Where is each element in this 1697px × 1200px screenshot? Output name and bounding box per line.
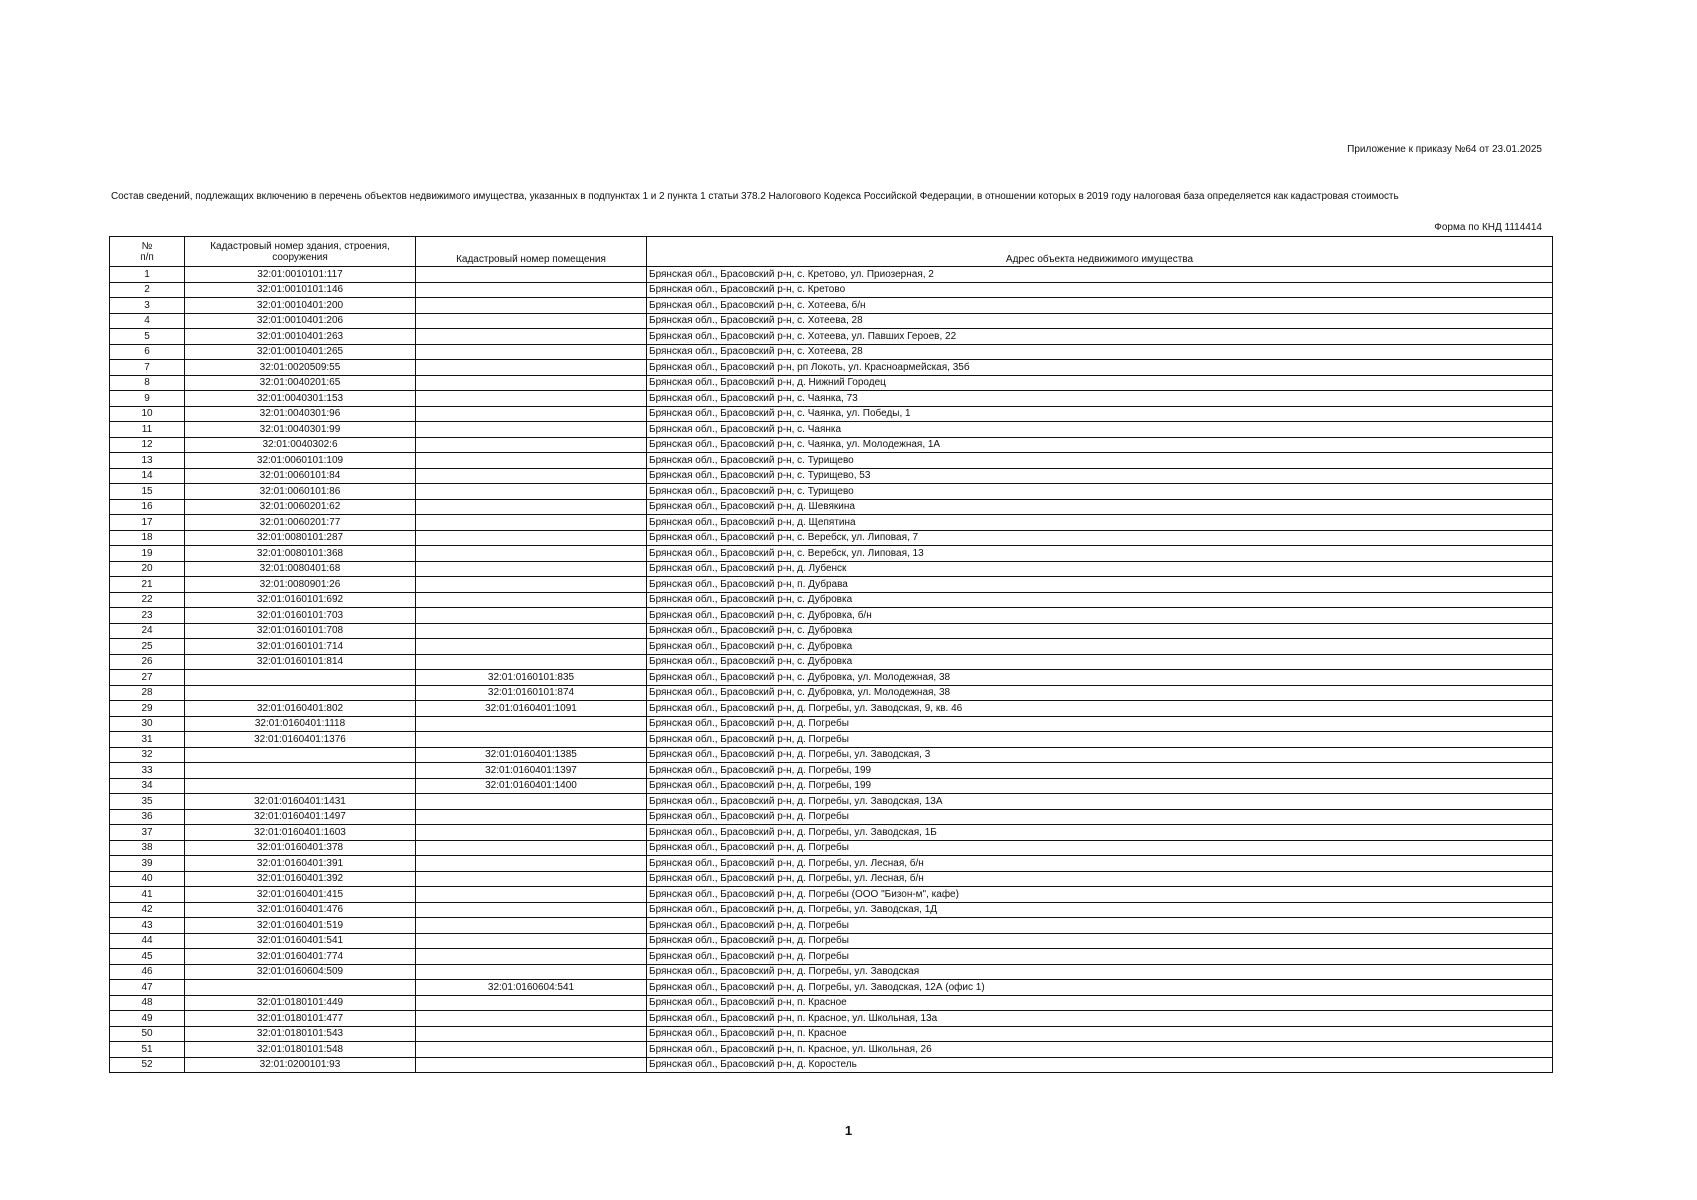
cell-premise-cadastral	[416, 391, 647, 407]
cell-building-cadastral: 32:01:0010101:146	[185, 282, 416, 298]
cell-number: 40	[110, 871, 185, 887]
cell-premise-cadastral: 32:01:0160101:874	[416, 685, 647, 701]
table-row	[110, 329, 1553, 345]
cell-address: Брянская обл., Брасовский р-н, с. Чаянка, 73	[647, 391, 1553, 407]
column-header-number-line1: №	[141, 240, 153, 252]
cell-premise-cadastral	[416, 716, 647, 732]
cell-number: 12	[110, 437, 185, 453]
table-row	[110, 980, 1553, 996]
cell-address: Брянская обл., Брасовский р-н, с. Кретово, ул. Приозерная, 2	[647, 267, 1553, 283]
cell-building-cadastral: 32:01:0160101:692	[185, 592, 416, 608]
page-number: 1	[844, 1123, 853, 1138]
cell-premise-cadastral	[416, 499, 647, 515]
cell-premise-cadastral	[416, 267, 647, 283]
cell-address: Брянская обл., Брасовский р-н, п. Красное, ул. Школьная, 26	[647, 1042, 1553, 1058]
cell-address: Брянская обл., Брасовский р-н, с. Чаянка, ул. Победы, 1	[647, 406, 1553, 422]
cell-address: Брянская обл., Брасовский р-н, д. Погребы, ул. Лесная, б/н	[647, 871, 1553, 887]
cell-address: Брянская обл., Брасовский р-н, п. Красное, ул. Школьная, 13а	[647, 1011, 1553, 1027]
cell-building-cadastral: 32:01:0010401:206	[185, 313, 416, 329]
table-row	[110, 623, 1553, 639]
cell-number: 41	[110, 887, 185, 903]
table-row	[110, 964, 1553, 980]
cell-address: Брянская обл., Брасовский р-н, д. Погребы, ул. Заводская, 3	[647, 747, 1553, 763]
cell-number: 25	[110, 639, 185, 655]
cell-premise-cadastral	[416, 608, 647, 624]
cell-premise-cadastral	[416, 1057, 647, 1073]
cell-building-cadastral: 32:01:0160401:802	[185, 701, 416, 717]
cell-number: 49	[110, 1011, 185, 1027]
cell-building-cadastral	[185, 747, 416, 763]
cell-number: 42	[110, 902, 185, 918]
cell-building-cadastral: 32:01:0060101:109	[185, 453, 416, 469]
cell-building-cadastral	[185, 670, 416, 686]
cell-address: Брянская обл., Брасовский р-н, с. Дубровка	[647, 623, 1553, 639]
cell-number: 22	[110, 592, 185, 608]
cell-number: 18	[110, 530, 185, 546]
cell-number: 3	[110, 298, 185, 314]
cell-building-cadastral: 32:01:0060101:84	[185, 468, 416, 484]
cell-building-cadastral	[185, 685, 416, 701]
cell-premise-cadastral	[416, 995, 647, 1011]
table-row	[110, 577, 1553, 593]
cell-building-cadastral: 32:01:0160401:378	[185, 840, 416, 856]
cell-address: Брянская обл., Брасовский р-н, д. Погребы, ул. Заводская, 12А (офис 1)	[647, 980, 1553, 996]
cell-number: 9	[110, 391, 185, 407]
table-row	[110, 313, 1553, 329]
table-row	[110, 701, 1553, 717]
cell-address: Брянская обл., Брасовский р-н, с. Дубровка	[647, 654, 1553, 670]
table-row	[110, 995, 1553, 1011]
cell-number: 28	[110, 685, 185, 701]
column-header-premise: Кадастровый номер помещения	[416, 237, 647, 267]
cell-building-cadastral: 32:01:0180101:477	[185, 1011, 416, 1027]
cell-building-cadastral: 32:01:0160401:774	[185, 949, 416, 965]
cell-premise-cadastral	[416, 515, 647, 531]
cell-number: 6	[110, 344, 185, 360]
cell-premise-cadastral	[416, 809, 647, 825]
table-row	[110, 763, 1553, 779]
cell-building-cadastral: 32:01:0040301:96	[185, 406, 416, 422]
cell-address: Брянская обл., Брасовский р-н, д. Погребы, ул. Заводская, 13А	[647, 794, 1553, 810]
table-row	[110, 1042, 1553, 1058]
cell-address: Брянская обл., Брасовский р-н, с. Дубровка, ул. Молодежная, 38	[647, 685, 1553, 701]
cell-premise-cadastral	[416, 840, 647, 856]
table-row	[110, 530, 1553, 546]
cell-premise-cadastral	[416, 530, 647, 546]
cell-address: Брянская обл., Брасовский р-н, д. Шевякина	[647, 499, 1553, 515]
cell-premise-cadastral	[416, 871, 647, 887]
cell-building-cadastral: 32:01:0160401:415	[185, 887, 416, 903]
table-row	[110, 871, 1553, 887]
cell-building-cadastral: 32:01:0040302:6	[185, 437, 416, 453]
table-row	[110, 499, 1553, 515]
cell-address: Брянская обл., Брасовский р-н, д. Погребы, ул. Заводская	[647, 964, 1553, 980]
cell-premise-cadastral	[416, 437, 647, 453]
cell-number: 46	[110, 964, 185, 980]
table-row	[110, 1011, 1553, 1027]
table-row	[110, 422, 1553, 438]
cell-premise-cadastral	[416, 422, 647, 438]
cell-building-cadastral: 32:01:0040301:99	[185, 422, 416, 438]
cell-address: Брянская обл., Брасовский р-н, с. Чаянка, ул. Молодежная, 1А	[647, 437, 1553, 453]
cell-building-cadastral: 32:01:0160401:1376	[185, 732, 416, 748]
cell-number: 48	[110, 995, 185, 1011]
table-row	[110, 732, 1553, 748]
cell-premise-cadastral	[416, 329, 647, 345]
cell-number: 2	[110, 282, 185, 298]
table-row	[110, 685, 1553, 701]
cell-number: 20	[110, 561, 185, 577]
cell-number: 16	[110, 499, 185, 515]
cell-building-cadastral: 32:01:0160401:1118	[185, 716, 416, 732]
cell-number: 51	[110, 1042, 185, 1058]
cell-number: 27	[110, 670, 185, 686]
cell-number: 5	[110, 329, 185, 345]
cell-premise-cadastral: 32:01:0160101:835	[416, 670, 647, 686]
table-row	[110, 453, 1553, 469]
cell-premise-cadastral	[416, 344, 647, 360]
cell-building-cadastral	[185, 778, 416, 794]
cell-premise-cadastral	[416, 375, 647, 391]
cell-building-cadastral: 32:01:0160101:814	[185, 654, 416, 670]
cell-address: Брянская обл., Брасовский р-н, с. Веребск, ул. Липовая, 13	[647, 546, 1553, 562]
table-row	[110, 840, 1553, 856]
column-header-building	[185, 237, 416, 267]
cell-premise-cadastral: 32:01:0160401:1397	[416, 763, 647, 779]
cell-address: Брянская обл., Брасовский р-н, п. Красное	[647, 1026, 1553, 1042]
table-row	[110, 282, 1553, 298]
cell-number: 50	[110, 1026, 185, 1042]
cell-building-cadastral: 32:01:0160401:476	[185, 902, 416, 918]
cell-number: 15	[110, 484, 185, 500]
cell-premise-cadastral	[416, 918, 647, 934]
table-row	[110, 639, 1553, 655]
table-row	[110, 546, 1553, 562]
cell-premise-cadastral	[416, 654, 647, 670]
cell-address: Брянская обл., Брасовский р-н, с. Хотеева, ул. Павших Героев, 22	[647, 329, 1553, 345]
cell-premise-cadastral	[416, 561, 647, 577]
column-header-address: Адрес объекта недвижимого имущества	[647, 237, 1553, 267]
cell-premise-cadastral: 32:01:0160604:541	[416, 980, 647, 996]
column-header-number-line2: п/п	[140, 251, 154, 263]
cell-number: 21	[110, 577, 185, 593]
table-row	[110, 267, 1553, 283]
property-register-table	[109, 236, 1553, 1073]
table-row	[110, 794, 1553, 810]
cell-premise-cadastral	[416, 360, 647, 376]
table-row	[110, 933, 1553, 949]
cell-address: Брянская обл., Брасовский р-н, с. Турищево, 53	[647, 468, 1553, 484]
table-header-row	[110, 237, 1553, 267]
cell-premise-cadastral	[416, 1026, 647, 1042]
table-row	[110, 778, 1553, 794]
cell-building-cadastral: 32:01:0010401:200	[185, 298, 416, 314]
cell-number: 19	[110, 546, 185, 562]
table-body	[110, 267, 1553, 1073]
cell-address: Брянская обл., Брасовский р-н, д. Погребы	[647, 809, 1553, 825]
cell-building-cadastral: 32:01:0180101:449	[185, 995, 416, 1011]
cell-address: Брянская обл., Брасовский р-н, д. Погребы, 199	[647, 778, 1553, 794]
cell-building-cadastral: 32:01:0060101:86	[185, 484, 416, 500]
table-row	[110, 670, 1553, 686]
cell-premise-cadastral	[416, 933, 647, 949]
cell-building-cadastral: 32:01:0160401:541	[185, 933, 416, 949]
cell-premise-cadastral	[416, 546, 647, 562]
cell-number: 26	[110, 654, 185, 670]
cell-building-cadastral	[185, 980, 416, 996]
cell-building-cadastral: 32:01:0160401:1603	[185, 825, 416, 841]
cell-premise-cadastral	[416, 298, 647, 314]
table-row	[110, 856, 1553, 872]
cell-premise-cadastral	[416, 856, 647, 872]
table-row	[110, 825, 1553, 841]
cell-building-cadastral: 32:01:0020509:55	[185, 360, 416, 376]
cell-number: 23	[110, 608, 185, 624]
cell-building-cadastral: 32:01:0160604:509	[185, 964, 416, 980]
cell-building-cadastral: 32:01:0160401:392	[185, 871, 416, 887]
cell-building-cadastral: 32:01:0160101:703	[185, 608, 416, 624]
cell-address: Брянская обл., Брасовский р-н, с. Хотеева, 28	[647, 313, 1553, 329]
table-row	[110, 375, 1553, 391]
cell-number: 14	[110, 468, 185, 484]
cell-premise-cadastral: 32:01:0160401:1091	[416, 701, 647, 717]
cell-address: Брянская обл., Брасовский р-н, с. Хотеева, б/н	[647, 298, 1553, 314]
cell-address: Брянская обл., Брасовский р-н, д. Погребы	[647, 918, 1553, 934]
cell-number: 1	[110, 267, 185, 283]
table-row	[110, 406, 1553, 422]
table-row	[110, 747, 1553, 763]
cell-address: Брянская обл., Брасовский р-н, д. Погребы, ул. Заводская, 9, кв. 46	[647, 701, 1553, 717]
cell-address: Брянская обл., Брасовский р-н, д. Погребы, ул. Заводская, 1Д	[647, 902, 1553, 918]
table-row	[110, 1057, 1553, 1073]
cell-building-cadastral: 32:01:0160401:1431	[185, 794, 416, 810]
cell-address: Брянская обл., Брасовский р-н, с. Веребск, ул. Липовая, 7	[647, 530, 1553, 546]
cell-number: 43	[110, 918, 185, 934]
cell-building-cadastral: 32:01:0180101:543	[185, 1026, 416, 1042]
cell-number: 29	[110, 701, 185, 717]
cell-address: Брянская обл., Брасовский р-н, с. Турищево	[647, 453, 1553, 469]
cell-building-cadastral: 32:01:0040301:153	[185, 391, 416, 407]
table-row	[110, 716, 1553, 732]
cell-building-cadastral: 32:01:0080901:26	[185, 577, 416, 593]
cell-building-cadastral: 32:01:0160401:1497	[185, 809, 416, 825]
cell-premise-cadastral	[416, 468, 647, 484]
cell-premise-cadastral	[416, 794, 647, 810]
cell-building-cadastral: 32:01:0040201:65	[185, 375, 416, 391]
table-row	[110, 592, 1553, 608]
cell-building-cadastral: 32:01:0060201:62	[185, 499, 416, 515]
table-row	[110, 298, 1553, 314]
cell-number: 44	[110, 933, 185, 949]
cell-address: Брянская обл., Брасовский р-н, рп Локоть, ул. Красноармейская, 35б	[647, 360, 1553, 376]
cell-premise-cadastral	[416, 1042, 647, 1058]
cell-number: 33	[110, 763, 185, 779]
cell-address: Брянская обл., Брасовский р-н, с. Чаянка	[647, 422, 1553, 438]
cell-address: Брянская обл., Брасовский р-н, д. Погребы, ул. Заводская, 1Б	[647, 825, 1553, 841]
table-row	[110, 391, 1553, 407]
cell-number: 17	[110, 515, 185, 531]
cell-number: 13	[110, 453, 185, 469]
cell-building-cadastral: 32:01:0160401:519	[185, 918, 416, 934]
cell-number: 31	[110, 732, 185, 748]
cell-building-cadastral: 32:01:0080401:68	[185, 561, 416, 577]
cell-number: 36	[110, 809, 185, 825]
cell-number: 7	[110, 360, 185, 376]
cell-building-cadastral: 32:01:0200101:93	[185, 1057, 416, 1073]
cell-address: Брянская обл., Брасовский р-н, с. Турищево	[647, 484, 1553, 500]
cell-number: 37	[110, 825, 185, 841]
column-header-building-line1: Кадастровый номер здания, строения,	[210, 240, 390, 252]
cell-number: 45	[110, 949, 185, 965]
cell-premise-cadastral	[416, 592, 647, 608]
table-row	[110, 344, 1553, 360]
cell-number: 24	[110, 623, 185, 639]
cell-building-cadastral: 32:01:0010401:263	[185, 329, 416, 345]
cell-premise-cadastral	[416, 825, 647, 841]
cell-building-cadastral: 32:01:0080101:287	[185, 530, 416, 546]
cell-address: Брянская обл., Брасовский р-н, с. Дубровка, б/н	[647, 608, 1553, 624]
cell-premise-cadastral	[416, 453, 647, 469]
table-row	[110, 608, 1553, 624]
table-row	[110, 1026, 1553, 1042]
cell-address: Брянская обл., Брасовский р-н, с. Кретово	[647, 282, 1553, 298]
cell-premise-cadastral	[416, 949, 647, 965]
cell-address: Брянская обл., Брасовский р-н, д. Нижний Городец	[647, 375, 1553, 391]
cell-premise-cadastral	[416, 639, 647, 655]
cell-address: Брянская обл., Брасовский р-н, д. Погребы	[647, 949, 1553, 965]
table-row	[110, 360, 1553, 376]
cell-number: 47	[110, 980, 185, 996]
cell-address: Брянская обл., Брасовский р-н, д. Лубенск	[647, 561, 1553, 577]
form-code: Форма по КНД 1114414	[1434, 222, 1542, 233]
cell-address: Брянская обл., Брасовский р-н, д. Щепятина	[647, 515, 1553, 531]
cell-number: 10	[110, 406, 185, 422]
cell-address: Брянская обл., Брасовский р-н, д. Погребы	[647, 933, 1553, 949]
cell-number: 4	[110, 313, 185, 329]
column-header-number	[110, 237, 185, 267]
table-row	[110, 949, 1553, 965]
cell-address: Брянская обл., Брасовский р-н, д. Погребы, ул. Лесная, б/н	[647, 856, 1553, 872]
cell-building-cadastral	[185, 763, 416, 779]
table-row	[110, 887, 1553, 903]
document-title: Состав сведений, подлежащих включению в перечень объектов недвижимого имущества, указанных в подпунктах 1 и 2 пункта 1 статьи 378.2 Налогового Кодекса Российской Федерации, в отношении которых в 2019 году налоговая база определяется как кадастровая стоимость	[111, 191, 1399, 202]
cell-building-cadastral: 32:01:0160401:391	[185, 856, 416, 872]
cell-building-cadastral: 32:01:0160101:708	[185, 623, 416, 639]
cell-address: Брянская обл., Брасовский р-н, д. Погребы	[647, 732, 1553, 748]
cell-address: Брянская обл., Брасовский р-н, д. Погребы (ООО "Бизон-м", кафе)	[647, 887, 1553, 903]
cell-premise-cadastral	[416, 902, 647, 918]
appendix-note: Приложение к приказу №64 от 23.01.2025	[1347, 144, 1542, 155]
cell-address: Брянская обл., Брасовский р-н, д. Погребы	[647, 840, 1553, 856]
cell-premise-cadastral	[416, 732, 647, 748]
cell-premise-cadastral: 32:01:0160401:1400	[416, 778, 647, 794]
cell-address: Брянская обл., Брасовский р-н, с. Дубровка	[647, 592, 1553, 608]
cell-number: 39	[110, 856, 185, 872]
cell-premise-cadastral	[416, 964, 647, 980]
cell-number: 8	[110, 375, 185, 391]
cell-premise-cadastral	[416, 282, 647, 298]
cell-address: Брянская обл., Брасовский р-н, п. Красное	[647, 995, 1553, 1011]
cell-premise-cadastral	[416, 887, 647, 903]
cell-number: 34	[110, 778, 185, 794]
cell-address: Брянская обл., Брасовский р-н, с. Дубровка	[647, 639, 1553, 655]
cell-address: Брянская обл., Брасовский р-н, п. Дубрава	[647, 577, 1553, 593]
cell-number: 11	[110, 422, 185, 438]
cell-building-cadastral: 32:01:0010401:265	[185, 344, 416, 360]
table-row	[110, 515, 1553, 531]
cell-premise-cadastral	[416, 1011, 647, 1027]
cell-premise-cadastral: 32:01:0160401:1385	[416, 747, 647, 763]
cell-premise-cadastral	[416, 406, 647, 422]
cell-number: 38	[110, 840, 185, 856]
column-header-building-line2: сооружения	[272, 251, 328, 263]
cell-number: 52	[110, 1057, 185, 1073]
table-row	[110, 809, 1553, 825]
cell-premise-cadastral	[416, 623, 647, 639]
table-row	[110, 468, 1553, 484]
cell-address: Брянская обл., Брасовский р-н, д. Погребы	[647, 716, 1553, 732]
cell-building-cadastral: 32:01:0060201:77	[185, 515, 416, 531]
cell-address: Брянская обл., Брасовский р-н, с. Хотеева, 28	[647, 344, 1553, 360]
cell-building-cadastral: 32:01:0080101:368	[185, 546, 416, 562]
table-row	[110, 484, 1553, 500]
table-row	[110, 902, 1553, 918]
cell-number: 30	[110, 716, 185, 732]
table-row	[110, 918, 1553, 934]
table-row	[110, 437, 1553, 453]
cell-address: Брянская обл., Брасовский р-н, с. Дубровка, ул. Молодежная, 38	[647, 670, 1553, 686]
cell-building-cadastral: 32:01:0010101:117	[185, 267, 416, 283]
cell-premise-cadastral	[416, 577, 647, 593]
cell-number: 35	[110, 794, 185, 810]
cell-premise-cadastral	[416, 313, 647, 329]
table-row	[110, 561, 1553, 577]
cell-address: Брянская обл., Брасовский р-н, д. Погребы, 199	[647, 763, 1553, 779]
cell-number: 32	[110, 747, 185, 763]
table-row	[110, 654, 1553, 670]
cell-building-cadastral: 32:01:0160101:714	[185, 639, 416, 655]
cell-building-cadastral: 32:01:0180101:548	[185, 1042, 416, 1058]
cell-address: Брянская обл., Брасовский р-н, д. Коростель	[647, 1057, 1553, 1073]
cell-premise-cadastral	[416, 484, 647, 500]
